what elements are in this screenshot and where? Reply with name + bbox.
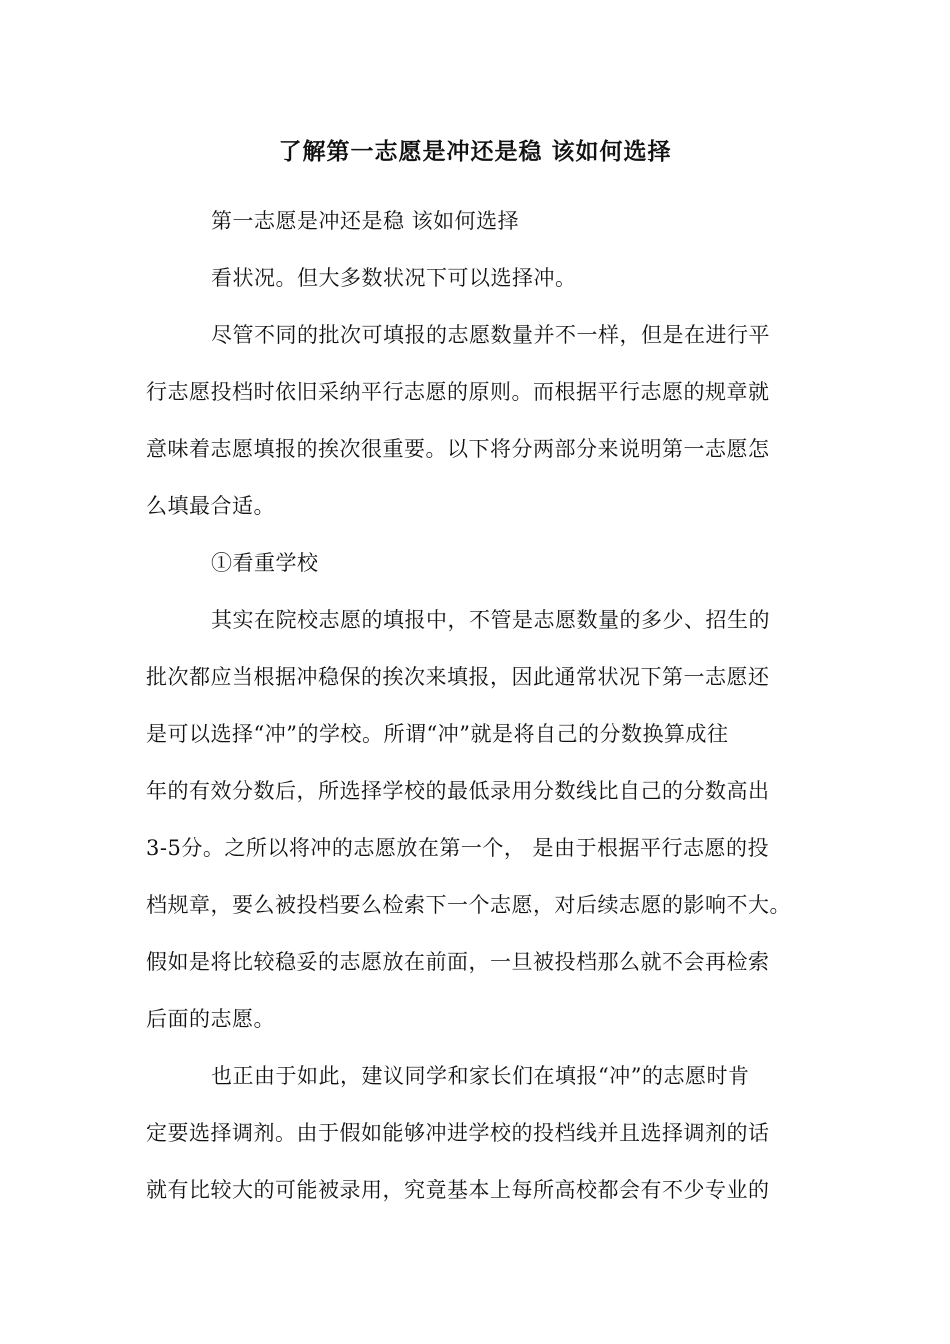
paragraph-line: 第一志愿是冲还是稳 该如何选择 — [211, 209, 520, 233]
paragraph-line: 意味着志愿填报的挨次很重要。以下将分两部分来说明第一志愿怎 — [146, 437, 770, 461]
paragraph-line: 行志愿投档时依旧采纳平行志愿的原则。而根据平行志愿的规章就 — [146, 380, 770, 404]
paragraph-line: 么填最合适。 — [146, 494, 275, 518]
paragraph-line: 后面的志愿。 — [146, 1007, 275, 1031]
paragraph-line: 批次都应当根据冲稳保的挨次来填报，因此通常状况下第一志愿还 — [146, 665, 770, 689]
paragraph-line: 尽管不同的批次可填报的志愿数量并不一样，但是在进行平 — [211, 323, 770, 347]
paragraph-line: 3-5分。之所以将冲的志愿放在第一个， 是由于根据平行志愿的投 — [146, 836, 769, 860]
paragraph-line: 定要选择调剂。由于假如能够冲进学校的投档线并且选择调剂的话 — [146, 1121, 770, 1145]
paragraph-line: 是可以选择“冲”的学校。所谓“冲”就是将自己的分数换算成往 — [146, 722, 729, 746]
paragraph-line: 也正由于如此，建议同学和家长们在填报“冲”的志愿时肯 — [211, 1064, 750, 1088]
paragraph-line: 年的有效分数后，所选择学校的最低录用分数线比自己的分数高出 — [146, 779, 770, 803]
paragraph-line: 假如是将比较稳妥的志愿放在前面，一旦被投档那么就不会再检索 — [146, 950, 770, 974]
paragraph-line: 看状况。但大多数状况下可以选择冲。 — [211, 266, 577, 290]
paragraph-line: 其实在院校志愿的填报中，不管是志愿数量的多少、招生的 — [211, 608, 770, 632]
paragraph-line: 就有比较大的可能被录用，究竟基本上每所高校都会有不少专业的 — [146, 1178, 770, 1202]
document-title: 了解第一志愿是冲还是稳 该如何选择 — [278, 138, 672, 165]
section-heading: ①看重学校 — [211, 551, 319, 575]
paragraph-line: 档规章，要么被投档要么检索下一个志愿，对后续志愿的影响不大。 — [146, 893, 791, 917]
